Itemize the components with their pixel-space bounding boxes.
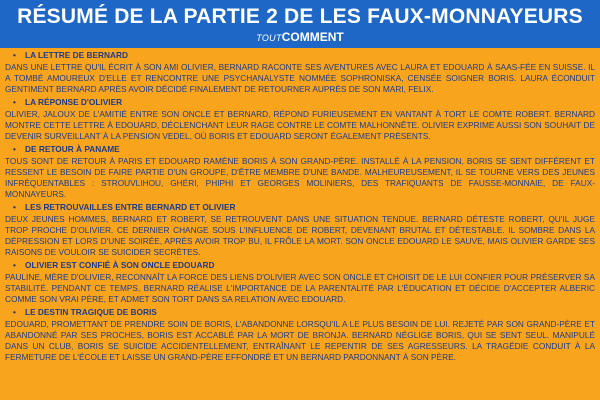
section-body: DANS UNE LETTRE QU'IL ÉCRIT À SON AMI OLIVIER, BERNARD RACONTE SES AVENTURES AVEC LAURA ET EDOUARD À SAAS-FÉE EN SUISSE. IL A TOMBÉ AMOUREUX D'ELLE ET RENCONTRE UNE PSYCHANALYSTE NOMMÉE SOPHRONISKA, CENSÉE SOIGNER BORIS. LAURA ÉCONDUIT GENTIMENT BERNARD APRÈS AVOIR DÉCIDÉ FINALEMENT DE RETOURNER AUPRÈS DE SON MARI, FELIX. <box>5 62 595 94</box>
section-body: TOUS SONT DE RETOUR À PARIS ET EDOUARD RAMÈNE BORIS À SON GRAND-PÈRE. INSTALLÉ À LA PENSION, BORIS SE SENT DIFFÉRENT ET RESSENT LE BESOIN DE FAIRE PARTIE D'UN GROUPE, D'ÊTRE MEMBRE D'UNE BANDE. MALHEUREUSEMENT, IL SE TOURNE VERS DES JEUNES INFRÉQUENTABLES : STROUVLIHOU, GHÉRI, PHIPHI ET GEORGES MOLINIERS, DES TRAFIQUANTS DE FAUSSE-MONNAIE, DE FAUX-MONNAYEURS. <box>5 156 595 199</box>
section-heading: • LA RÉPONSE D'OLIVIER <box>13 97 123 107</box>
summary-content <box>5 50 595 365</box>
section-reponse-olivier <box>5 97 595 142</box>
header-banner <box>0 0 600 48</box>
section-body: PAULINE, MÈRE D'OLIVIER, RECONNAÎT LA FORCE DES LIENS D'OLIVIER AVEC SON ONCLE ET CHOISIT DE LE LUI CONFIER POUR PRÉSERVER SA STABILITÉ. PENDANT CE TEMPS, BERNARD RÉALISE L'IMPORTANCE DE LA PARENTALITÉ PAR L'ÉDUCATION ET DÉCIDE D'ACCEPTER ALBERIC COMME SON VRAI PÈRE, ET ADMET SON TORT DANS SA RELATION AVEC EDOUARD. <box>5 272 595 304</box>
section-heading: • LES RETROUVAILLES ENTRE BERNARD ET OLIVIER <box>13 202 236 212</box>
section-heading: • LE DESTIN TRAGIQUE DE BORIS <box>13 307 157 317</box>
brand-logo-part2: COMMENT <box>281 30 344 44</box>
section-heading: • LA LETTRE DE BERNARD <box>13 50 128 60</box>
bullet-icon: • <box>13 50 16 60</box>
section-destin-boris <box>5 307 595 363</box>
section-retrouvailles <box>5 202 595 258</box>
section-heading: • OLIVIER EST CONFIÉ À SON ONCLE EDOUARD <box>13 260 215 270</box>
bullet-icon: • <box>13 260 16 270</box>
section-lettre-bernard <box>5 50 595 95</box>
section-heading: • DE RETOUR À PANAME <box>13 144 120 154</box>
section-olivier-confie <box>5 260 595 305</box>
page-title: RÉSUMÉ DE LA PARTIE 2 DE LES FAUX-MONNAYEURS <box>17 5 583 28</box>
bullet-icon: • <box>13 307 16 317</box>
section-body: OLIVIER, JALOUX DE L'AMITIÉ ENTRE SON ONCLE ET BERNARD, RÉPOND FURIEUSEMENT EN VANTANT À TORT LE COMTE ROBERT. BERNARD MONTRE CETTE LETTRE À EDOUARD, DÉCLENCHANT LEUR RAGE CONTRE LE COMTE MALHONNÊTE. OLIVIER EXPRIME AUSSI SON SOUHAIT DE DEVENIR SURVEILLANT À LA PENSION VEDEL, OÙ BORIS ET EDOUARD SERONT ÉGALEMENT PRÉSENTS. <box>5 109 595 141</box>
bullet-icon: • <box>13 144 16 154</box>
bullet-icon: • <box>13 202 16 212</box>
brand-logo-part1: TOUT <box>256 33 282 43</box>
brand-logo <box>0 31 600 45</box>
section-body: EDOUARD, PROMETTANT DE PRENDRE SOIN DE BORIS, L'ABANDONNE LORSQU'IL A LE PLUS BESOIN DE LUI. REJETÉ PAR SON GRAND-PÈRE ET ABANDONNÉ PAR SES PROCHES, BORIS EST ACCABLÉ PAR LA MORT DE BRONJA. BERNARD NÉGLIGE BORIS, QUI SE SENT SEUL. MANIPULÉ DANS UN CLUB, BORIS SE SUICIDE ACCIDENTELLEMENT, ENTRAÎNANT LE REPENTIR DE SES AGRESSEURS. LA TRAGÉDIE CONDUIT À LA FERMETURE DE L'ÉCOLE ET LAISSE UN GRAND-PÈRE EFFONDRÉ ET UN BERNARD PARDONNANT À SON PÈRE. <box>5 319 595 362</box>
bullet-icon: • <box>13 97 16 107</box>
section-body: DEUX JEUNES HOMMES, BERNARD ET ROBERT, SE RETROUVENT DANS UNE SITUATION TENDUE. BERNARD DÉTESTE ROBERT, QU'IL JUGE TROP PROCHE D'OLIVIER. CE DERNIER CHANGE SOUS L'INFLUENCE DE ROBERT, DEVENANT BRUTAL ET DÉTESTABLE. IL SOMBRE DANS LA DÉPRESSION ET LORS D'UNE SOIRÉE, APRÈS AVOIR TROP BU, IL FRÔLE LA MORT. SON ONCLE EDOUARD LE SAUVE, MAIS OLIVIER GARDE SES RAISONS DE VOULOIR SE SUICIDER SECRÈTES. <box>5 214 595 257</box>
section-retour-paname <box>5 144 595 200</box>
